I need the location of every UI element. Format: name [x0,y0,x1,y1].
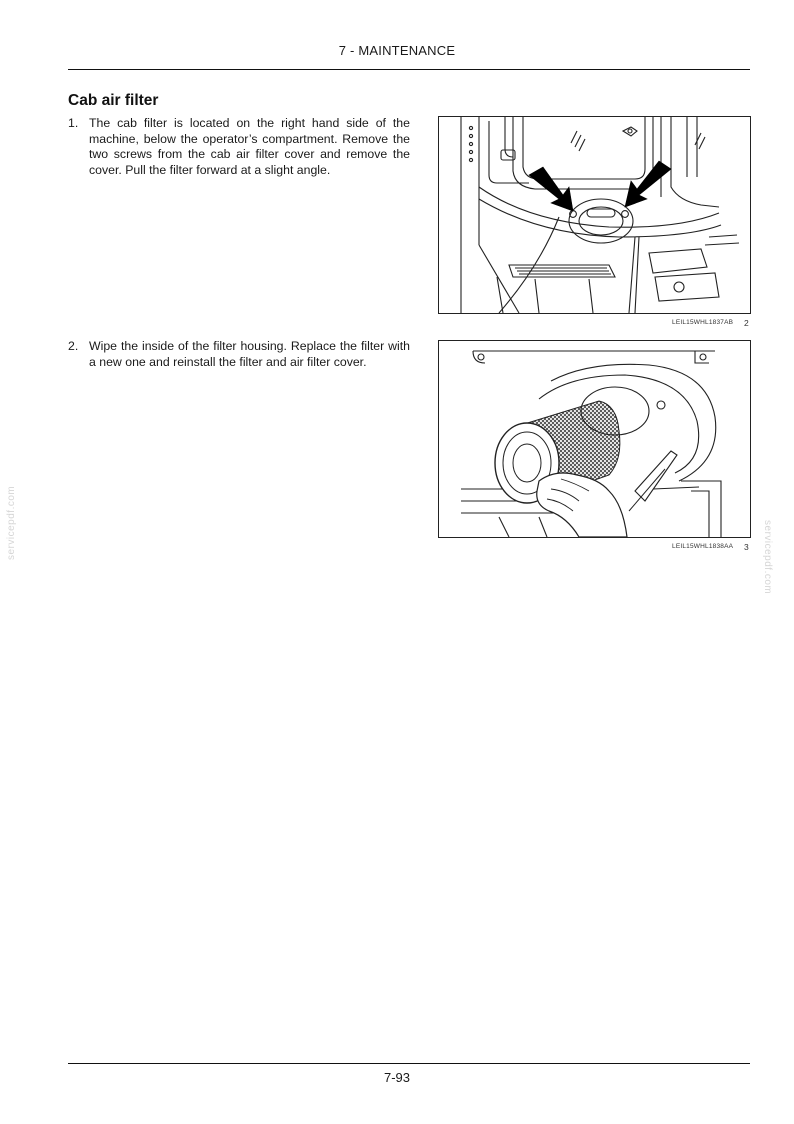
step-1-number: 1. [68,116,79,130]
figure-2-number: 2 [744,318,749,328]
step-1 [68,116,410,178]
header-rule [68,69,750,70]
step-2-number: 2. [68,339,79,353]
footer-rule [68,1063,750,1064]
section-title: Cab air filter [68,92,159,109]
figure-3-code: LEIL15WHL1838AA [672,543,734,550]
figure-2-illustration [438,116,751,314]
watermark-left: servicepdf.com [6,485,17,560]
watermark-right: servicepdf.com [762,520,773,595]
filter-removal-drawing [439,341,750,537]
figure-3-number: 3 [744,542,749,552]
page-number: 7-93 [383,1070,411,1085]
step-1-text: The cab filter is located on the right hand side of the machine, below the operator’s compartment. Remove the two screws from the cab air filter cover and remove the cover. Pull the filter forward at a slight angle. [89,116,410,177]
figure-3-illustration [438,340,751,538]
chapter-header: 7 - MAINTENANCE [338,43,456,58]
figure-2-code: LEIL15WHL1837AB [672,319,734,326]
step-2-text: Wipe the inside of the filter housing. Replace the filter with a new one and reinstall the filter and air filter cover. [89,339,410,369]
step-2 [68,339,410,370]
filter-cover-drawing [439,117,750,313]
